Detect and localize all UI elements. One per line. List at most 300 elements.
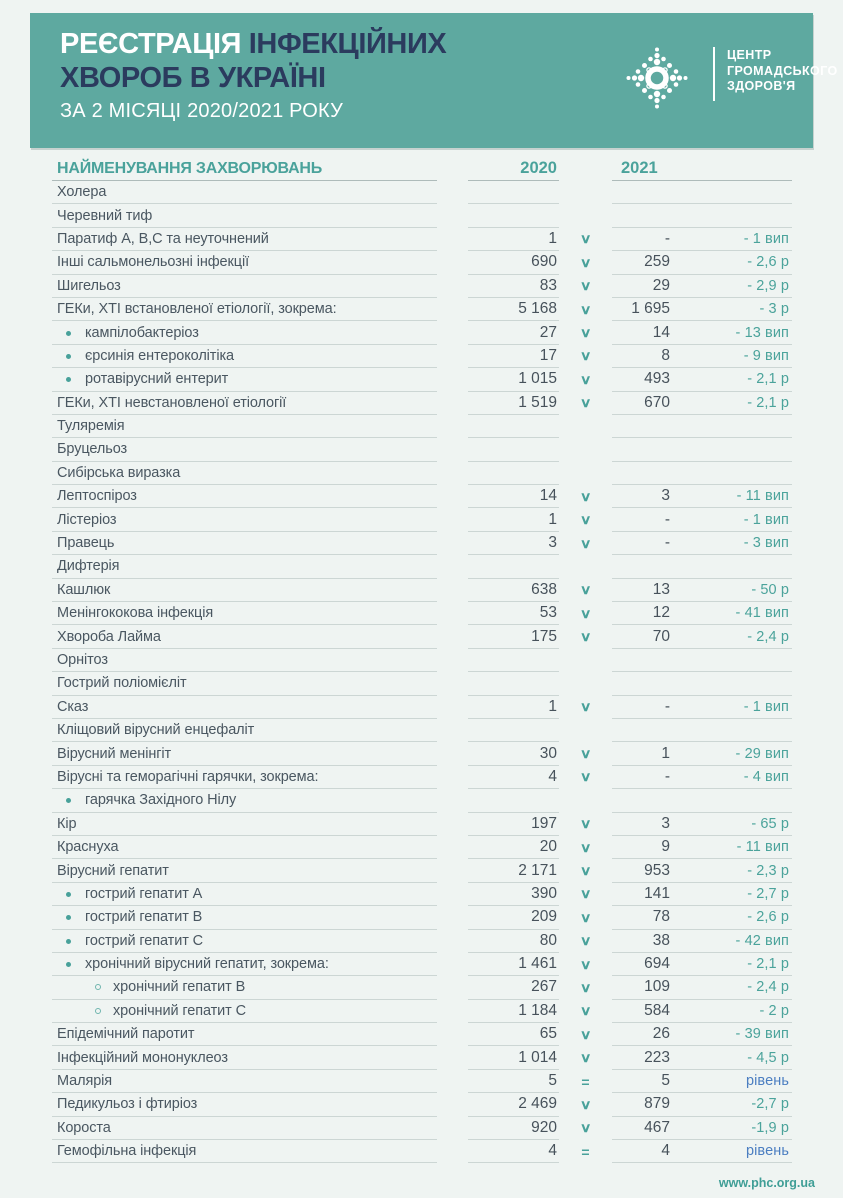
difference-value: -1,9 р	[751, 1119, 789, 1136]
difference-value: - 65 р	[751, 815, 789, 832]
value-2021-cell	[612, 485, 792, 508]
disease-name-cell	[52, 1093, 437, 1116]
value-2021: 4	[661, 1142, 670, 1160]
table-row	[52, 298, 792, 321]
decrease-icon: ∨	[579, 582, 592, 598]
disease-name-cell	[52, 1117, 437, 1140]
value-2021-cell	[612, 859, 792, 882]
table-row	[52, 532, 792, 555]
table-row	[52, 766, 792, 789]
disease-name: гострий гепатит В	[85, 909, 203, 926]
table-row	[52, 368, 792, 391]
equal-icon: =	[581, 1073, 590, 1090]
disease-name-cell	[52, 321, 437, 344]
value-2020: 1 519	[468, 392, 559, 415]
decrease-icon: ∨	[579, 301, 592, 317]
header-band	[30, 13, 838, 148]
disease-name: Краснуха	[57, 839, 119, 856]
table-row	[52, 1117, 792, 1140]
value-2021: 3	[661, 487, 670, 505]
value-2020: 5 168	[468, 298, 559, 321]
value-2021: 584	[644, 1001, 670, 1019]
disease-name: Вірусний гепатит	[57, 862, 169, 879]
table-row	[52, 976, 792, 999]
value-2020: 175	[468, 625, 559, 648]
disease-name: Хвороба Лайма	[57, 628, 161, 645]
disease-name-cell	[52, 368, 437, 391]
decrease-icon: ∨	[579, 325, 592, 341]
value-2021-cell	[612, 579, 792, 602]
value-2020	[468, 462, 559, 485]
difference-value: -2,7 р	[751, 1096, 789, 1113]
decrease-icon: ∨	[579, 512, 592, 528]
value-2020: 209	[468, 906, 559, 929]
disease-name: Шигельоз	[57, 277, 121, 294]
value-2021-cell	[612, 1023, 792, 1046]
difference-value: - 4,5 р	[747, 1049, 789, 1066]
value-2020: 1	[468, 696, 559, 719]
difference-value: - 2,4 р	[747, 979, 789, 996]
disease-name-cell	[52, 228, 437, 251]
column-header-name: НАЙМЕНУВАННЯ ЗАХВОРЮВАНЬ	[52, 157, 437, 181]
value-2021: -	[664, 767, 670, 785]
value-2020: 920	[468, 1117, 559, 1140]
value-2021-cell	[612, 1093, 792, 1116]
value-2020: 27	[468, 321, 559, 344]
decrease-icon: ∨	[579, 839, 592, 855]
table-row	[52, 672, 792, 695]
value-2021-cell	[612, 883, 792, 906]
disease-name: Туляремія	[57, 418, 125, 435]
value-2020: 80	[468, 930, 559, 953]
value-2021: 13	[652, 580, 670, 598]
value-2021-cell	[612, 672, 792, 695]
value-2020	[468, 438, 559, 461]
table-row	[52, 462, 792, 485]
table-row	[52, 204, 792, 227]
disease-name-cell	[52, 532, 437, 555]
table-row	[52, 649, 792, 672]
disease-name-cell	[52, 415, 437, 438]
value-2021: 5	[661, 1072, 670, 1090]
value-2021: 29	[652, 276, 670, 294]
table-row	[52, 555, 792, 578]
value-2020: 1	[468, 508, 559, 531]
value-2020: 4	[468, 1140, 559, 1163]
decrease-icon: ∨	[579, 816, 592, 832]
disease-name-cell	[52, 766, 437, 789]
value-2020: 638	[468, 579, 559, 602]
difference-value: - 29 вип	[735, 745, 789, 762]
logo-text-line2: ГРОМАДСЬКОГО	[727, 63, 838, 78]
value-2020: 4	[468, 766, 559, 789]
value-2020: 5	[468, 1070, 559, 1093]
decrease-icon: ∨	[579, 933, 592, 949]
value-2020: 197	[468, 813, 559, 836]
disease-name: Сибірська виразка	[57, 464, 181, 481]
disease-name-cell	[52, 953, 437, 976]
value-2021: -	[664, 229, 670, 247]
table-row	[52, 883, 792, 906]
value-2021-cell	[612, 1000, 792, 1023]
disease-name: Лістеріоз	[57, 511, 117, 528]
disease-name-cell	[52, 813, 437, 836]
decrease-icon: ∨	[579, 886, 592, 902]
table-row	[52, 438, 792, 461]
disease-name-cell	[52, 1023, 437, 1046]
disease-name: Кашлюк	[57, 581, 111, 598]
value-2020: 65	[468, 1023, 559, 1046]
disease-name: Гострий поліомієліт	[57, 675, 187, 692]
difference-value: - 41 вип	[735, 605, 789, 622]
value-2020	[468, 672, 559, 695]
value-2020: 30	[468, 742, 559, 765]
difference-value: - 1 вип	[743, 511, 789, 528]
decrease-icon: ∨	[579, 699, 592, 715]
value-2021-cell	[612, 251, 792, 274]
disease-name-cell	[52, 251, 437, 274]
difference-value: - 42 вип	[735, 932, 789, 949]
table-row	[52, 508, 792, 531]
table-row	[52, 625, 792, 648]
difference-value: - 2,9 р	[747, 277, 789, 294]
value-2021: 493	[644, 370, 670, 388]
disease-name-cell	[52, 508, 437, 531]
bullet-icon	[66, 892, 71, 897]
table-row	[52, 836, 792, 859]
value-2021: 14	[652, 323, 670, 341]
difference-value: - 9 вип	[743, 347, 789, 364]
disease-name: Кір	[57, 815, 77, 832]
decrease-icon: ∨	[579, 863, 592, 879]
table-row	[52, 906, 792, 929]
decrease-icon: ∨	[579, 1026, 592, 1042]
value-2021-cell	[612, 462, 792, 485]
table-row	[52, 719, 792, 742]
value-2021-cell	[612, 766, 792, 789]
value-2021: 670	[644, 393, 670, 411]
value-2021: 259	[644, 253, 670, 271]
decrease-icon: ∨	[579, 909, 592, 925]
value-2021-cell	[612, 742, 792, 765]
value-2021-cell	[612, 696, 792, 719]
value-2021-cell	[612, 368, 792, 391]
difference-value: - 4 вип	[743, 768, 789, 785]
disease-name-cell	[52, 696, 437, 719]
disease-name: Вірусні та геморагічні гарячки, зокрема:	[57, 768, 319, 785]
disease-name-cell	[52, 1070, 437, 1093]
logo-text	[727, 48, 838, 95]
value-2021-cell	[612, 1140, 792, 1163]
disease-name: хронічний гепатит В	[113, 979, 246, 996]
disease-name: Менінгококова інфекція	[57, 605, 214, 622]
logo-divider	[713, 47, 715, 101]
table-row	[52, 1046, 792, 1069]
disease-name-cell	[52, 672, 437, 695]
value-2020: 1 184	[468, 1000, 559, 1023]
value-2020: 2 171	[468, 859, 559, 882]
value-2020	[468, 555, 559, 578]
value-2020	[468, 204, 559, 227]
decrease-icon: ∨	[579, 1096, 592, 1112]
value-2021: 953	[644, 861, 670, 879]
value-2021: 3	[661, 814, 670, 832]
decrease-icon: ∨	[579, 231, 592, 247]
decrease-icon: ∨	[579, 769, 592, 785]
difference-value: - 3 вип	[743, 535, 789, 552]
value-2021: -	[664, 510, 670, 528]
value-2021: 141	[644, 884, 670, 902]
disease-name-cell	[52, 649, 437, 672]
title-line-1	[60, 27, 446, 61]
value-2021-cell	[612, 392, 792, 415]
disease-name: гарячка Західного Нілу	[85, 792, 237, 809]
disease-name-cell	[52, 625, 437, 648]
value-2021: 26	[652, 1025, 670, 1043]
value-2021-cell	[612, 602, 792, 625]
difference-value: - 2,3 р	[747, 862, 789, 879]
table-row	[52, 181, 792, 204]
decrease-icon: ∨	[579, 278, 592, 294]
table-row	[52, 228, 792, 251]
table-row	[52, 696, 792, 719]
table-row	[52, 1000, 792, 1023]
disease-name: Епідемічний паротит	[57, 1026, 195, 1043]
disease-name-cell	[52, 836, 437, 859]
decrease-icon: ∨	[579, 371, 592, 387]
table-row	[52, 602, 792, 625]
difference-value: - 2,1 р	[747, 956, 789, 973]
disease-name-cell	[52, 1000, 437, 1023]
table-row	[52, 251, 792, 274]
disease-name-cell	[52, 555, 437, 578]
disease-name: Паратиф А, В,С та неуточнений	[57, 230, 269, 247]
value-2021: 223	[644, 1048, 670, 1066]
bullet-icon	[66, 939, 71, 944]
value-2021: 12	[652, 604, 670, 622]
decrease-icon: ∨	[579, 348, 592, 364]
value-2021-cell	[612, 228, 792, 251]
disease-name-cell	[52, 602, 437, 625]
table-row	[52, 813, 792, 836]
table-row	[52, 485, 792, 508]
disease-name: Короста	[57, 1119, 111, 1136]
difference-value: - 1 вип	[743, 698, 789, 715]
disease-name-cell	[52, 742, 437, 765]
value-2021-cell	[612, 1046, 792, 1069]
disease-name-cell	[52, 485, 437, 508]
decrease-icon: ∨	[579, 1003, 592, 1019]
disease-name-cell	[52, 275, 437, 298]
table-row	[52, 1140, 792, 1163]
table-row	[52, 275, 792, 298]
disease-name: Бруцельоз	[57, 441, 128, 458]
page-title	[60, 27, 446, 123]
column-header-2020: 2020	[468, 157, 559, 181]
decrease-icon: ∨	[579, 605, 592, 621]
disease-name: гострий гепатит С	[85, 932, 204, 949]
disease-name: кампілобактеріоз	[85, 324, 199, 341]
disease-name: Черевний тиф	[57, 207, 153, 224]
value-2020	[468, 181, 559, 204]
disease-name: Інфекційний мононуклеоз	[57, 1049, 228, 1066]
difference-value: - 2,7 р	[747, 885, 789, 902]
table-row	[52, 789, 792, 812]
disease-name: гострий гепатит А	[85, 885, 203, 902]
disease-name-cell	[52, 859, 437, 882]
disease-name: Сказ	[57, 698, 89, 715]
disease-name: ротавірусний ентерит	[85, 371, 229, 388]
decrease-icon: ∨	[579, 254, 592, 270]
bullet-icon	[66, 354, 71, 359]
decrease-icon: ∨	[579, 1050, 592, 1066]
disease-name-cell	[52, 298, 437, 321]
value-2021-cell	[612, 555, 792, 578]
value-2021: 694	[644, 955, 670, 973]
disease-name: Дифтерія	[57, 558, 120, 575]
value-2020	[468, 719, 559, 742]
value-2020: 1 015	[468, 368, 559, 391]
table-header-row	[52, 157, 792, 181]
value-2021-cell	[612, 625, 792, 648]
value-2020: 1 461	[468, 953, 559, 976]
value-2021-cell	[612, 1117, 792, 1140]
disease-name: Інші сальмонельозні інфекції	[57, 254, 250, 271]
value-2021: 1	[661, 744, 670, 762]
table-row	[52, 392, 792, 415]
decrease-icon: ∨	[579, 956, 592, 972]
difference-value: - 11 вип	[736, 839, 789, 856]
logo-text-line1: ЦЕНТР	[727, 48, 772, 62]
table-row	[52, 321, 792, 344]
value-2020	[468, 789, 559, 812]
equal-icon: =	[581, 1143, 590, 1160]
value-2020: 17	[468, 345, 559, 368]
footer-url[interactable]: www.phc.org.ua	[718, 1176, 815, 1190]
disease-name: Орнітоз	[57, 652, 108, 668]
table-row	[52, 742, 792, 765]
disease-name-cell	[52, 204, 437, 227]
value-2021-cell	[612, 298, 792, 321]
disease-name: ГЕКи, ХТІ невстановленої етіології	[57, 394, 287, 411]
decrease-icon: ∨	[579, 488, 592, 504]
value-2021: -	[664, 697, 670, 715]
difference-value: рівень	[745, 1073, 789, 1090]
disease-name: хронічний вірусний гепатит, зокрема:	[85, 956, 329, 973]
decrease-icon: ∨	[579, 395, 592, 411]
value-2020	[468, 649, 559, 672]
disease-name-cell	[52, 345, 437, 368]
value-2021-cell	[612, 719, 792, 742]
value-2020: 20	[468, 836, 559, 859]
table-row	[52, 579, 792, 602]
disease-name-cell	[52, 392, 437, 415]
title-line-2: ХВОРОБ В УКРАЇНІ	[60, 62, 326, 94]
disease-name-cell	[52, 181, 437, 204]
disease-name: Холера	[57, 184, 107, 201]
value-2021: 78	[652, 908, 670, 926]
disease-name: хронічний гепатит С	[113, 1002, 247, 1019]
disease-name-cell	[52, 906, 437, 929]
value-2021: -	[664, 534, 670, 552]
decrease-icon: ∨	[579, 1120, 592, 1136]
value-2020: 1	[468, 228, 559, 251]
disease-name: єрсинія ентероколітіка	[85, 347, 234, 364]
disease-name-cell	[52, 883, 437, 906]
table-row	[52, 415, 792, 438]
table-row	[52, 1093, 792, 1116]
value-2021-cell	[612, 415, 792, 438]
value-2021: 109	[644, 978, 670, 996]
decrease-icon: ∨	[579, 746, 592, 762]
value-2020	[468, 415, 559, 438]
value-2021-cell	[612, 438, 792, 461]
disease-name: ГЕКи, ХТІ встановленої етіології, зокрема:	[57, 301, 337, 318]
difference-value: - 2,1 р	[747, 394, 789, 411]
disease-name: Гемофільна інфекція	[57, 1143, 197, 1160]
value-2021: 8	[661, 346, 670, 364]
phc-dots-icon	[624, 45, 690, 111]
disease-name-cell	[52, 789, 437, 812]
difference-value: - 2,4 р	[747, 628, 789, 645]
value-2020: 3	[468, 532, 559, 555]
value-2021-cell	[612, 976, 792, 999]
value-2021-cell	[612, 321, 792, 344]
value-2021-cell	[612, 930, 792, 953]
value-2020: 1 014	[468, 1046, 559, 1069]
difference-value: - 13 вип	[735, 324, 789, 341]
bullet-icon	[66, 331, 71, 336]
difference-value: - 2,6 р	[747, 909, 789, 926]
subtitle: ЗА 2 МІСЯЦІ 2020/2021 РОКУ	[60, 100, 344, 122]
difference-value: - 39 вип	[735, 1026, 789, 1043]
value-2021: 879	[644, 1095, 670, 1113]
difference-value: - 11 вип	[736, 488, 789, 505]
value-2021-cell	[612, 649, 792, 672]
value-2021: 38	[652, 931, 670, 949]
table-body	[52, 181, 792, 1163]
disease-name-cell	[52, 719, 437, 742]
logo-text-line3: ЗДОРОВ'Я	[727, 79, 796, 93]
decrease-icon: ∨	[579, 979, 592, 995]
value-2021: 9	[661, 838, 670, 856]
disease-name: Педикульоз і фтиріоз	[57, 1096, 198, 1113]
table-row	[52, 953, 792, 976]
value-2021: 467	[644, 1118, 670, 1136]
value-2021: 70	[652, 627, 670, 645]
value-2021-cell	[612, 345, 792, 368]
table-row	[52, 345, 792, 368]
disease-name-cell	[52, 976, 437, 999]
disease-name: Кліщовий вірусний енцефаліт	[57, 722, 255, 739]
difference-value: - 1 вип	[743, 230, 789, 247]
table-row	[52, 859, 792, 882]
value-2020: 267	[468, 976, 559, 999]
value-2020: 2 469	[468, 1093, 559, 1116]
difference-value: - 3 р	[759, 301, 789, 318]
disease-name-cell	[52, 438, 437, 461]
value-2020: 390	[468, 883, 559, 906]
value-2021-cell	[612, 275, 792, 298]
disease-table	[52, 157, 792, 1163]
value-2021-cell	[612, 181, 792, 204]
value-2021-cell	[612, 813, 792, 836]
disease-name-cell	[52, 579, 437, 602]
value-2020: 690	[468, 251, 559, 274]
difference-value: - 2,1 р	[747, 371, 789, 388]
value-2021-cell	[612, 508, 792, 531]
disease-name: Лептоспіроз	[57, 488, 137, 505]
